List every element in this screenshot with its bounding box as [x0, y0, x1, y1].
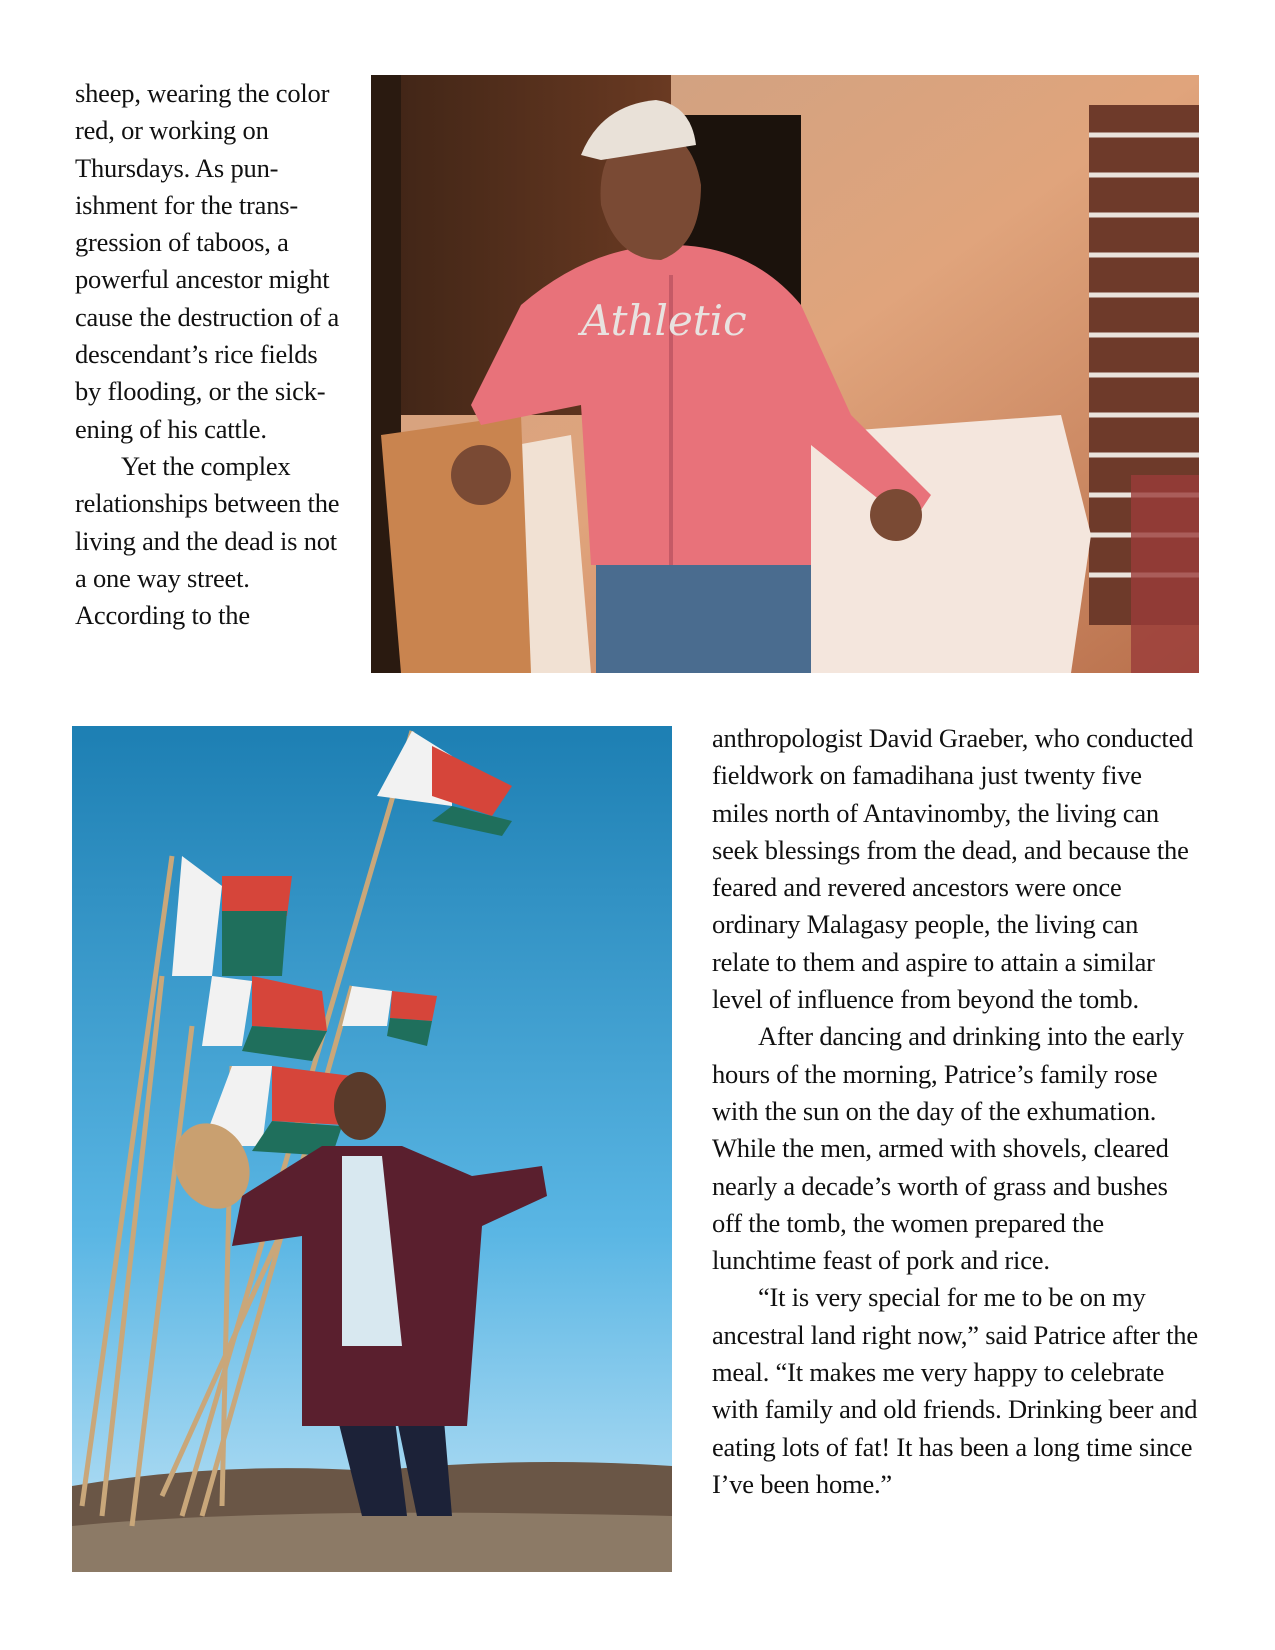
paragraph: sheep, wearing the color red, or working on Thursdays. As punishment for the transgression of taboos, a powerful ancestor might cause the destruction of a descendant’s rice fields by flooding, or the sickening of his cattle. [75, 78, 340, 444]
left-text-column [75, 75, 347, 634]
man-in-pink-hoodie-photo [371, 75, 1199, 673]
right-text-column [712, 720, 1202, 1503]
paragraph: After dancing and drinking into the early hours of the morning, Patrice’s family rose with the sun on the day of the exhumation. While the men, armed with shovels, cleared nearly a decade’s worth of grass and bushes off the tomb, the women prepared the lunchtime feast of pork and rice. [712, 1021, 1184, 1276]
paragraph: “It is very special for me to be on my ancestral land right now,” said Patrice after the meal. “It makes me very happy to celebrate with family and old friends. Drinking beer and eating lots of fat! It has been a long time since I’ve been home.” [712, 1282, 1198, 1499]
paragraph: Yet the complex relationships between the living and the dead is not a one way street. According to the [75, 450, 340, 631]
svg-text:Athletic: Athletic [581, 296, 747, 345]
paragraph: anthropologist David Graeber, who conducted fieldwork on famadihana just twenty five miles north of Antavinomby, the living can seek blessings from the dead, and because the feared and revered ancestors were once ordinary Malagasy people, the living can relate to them and aspire to attain a similar level of influence from beyond the tomb. [712, 723, 1194, 1015]
man-with-flags-photo [72, 726, 672, 1572]
